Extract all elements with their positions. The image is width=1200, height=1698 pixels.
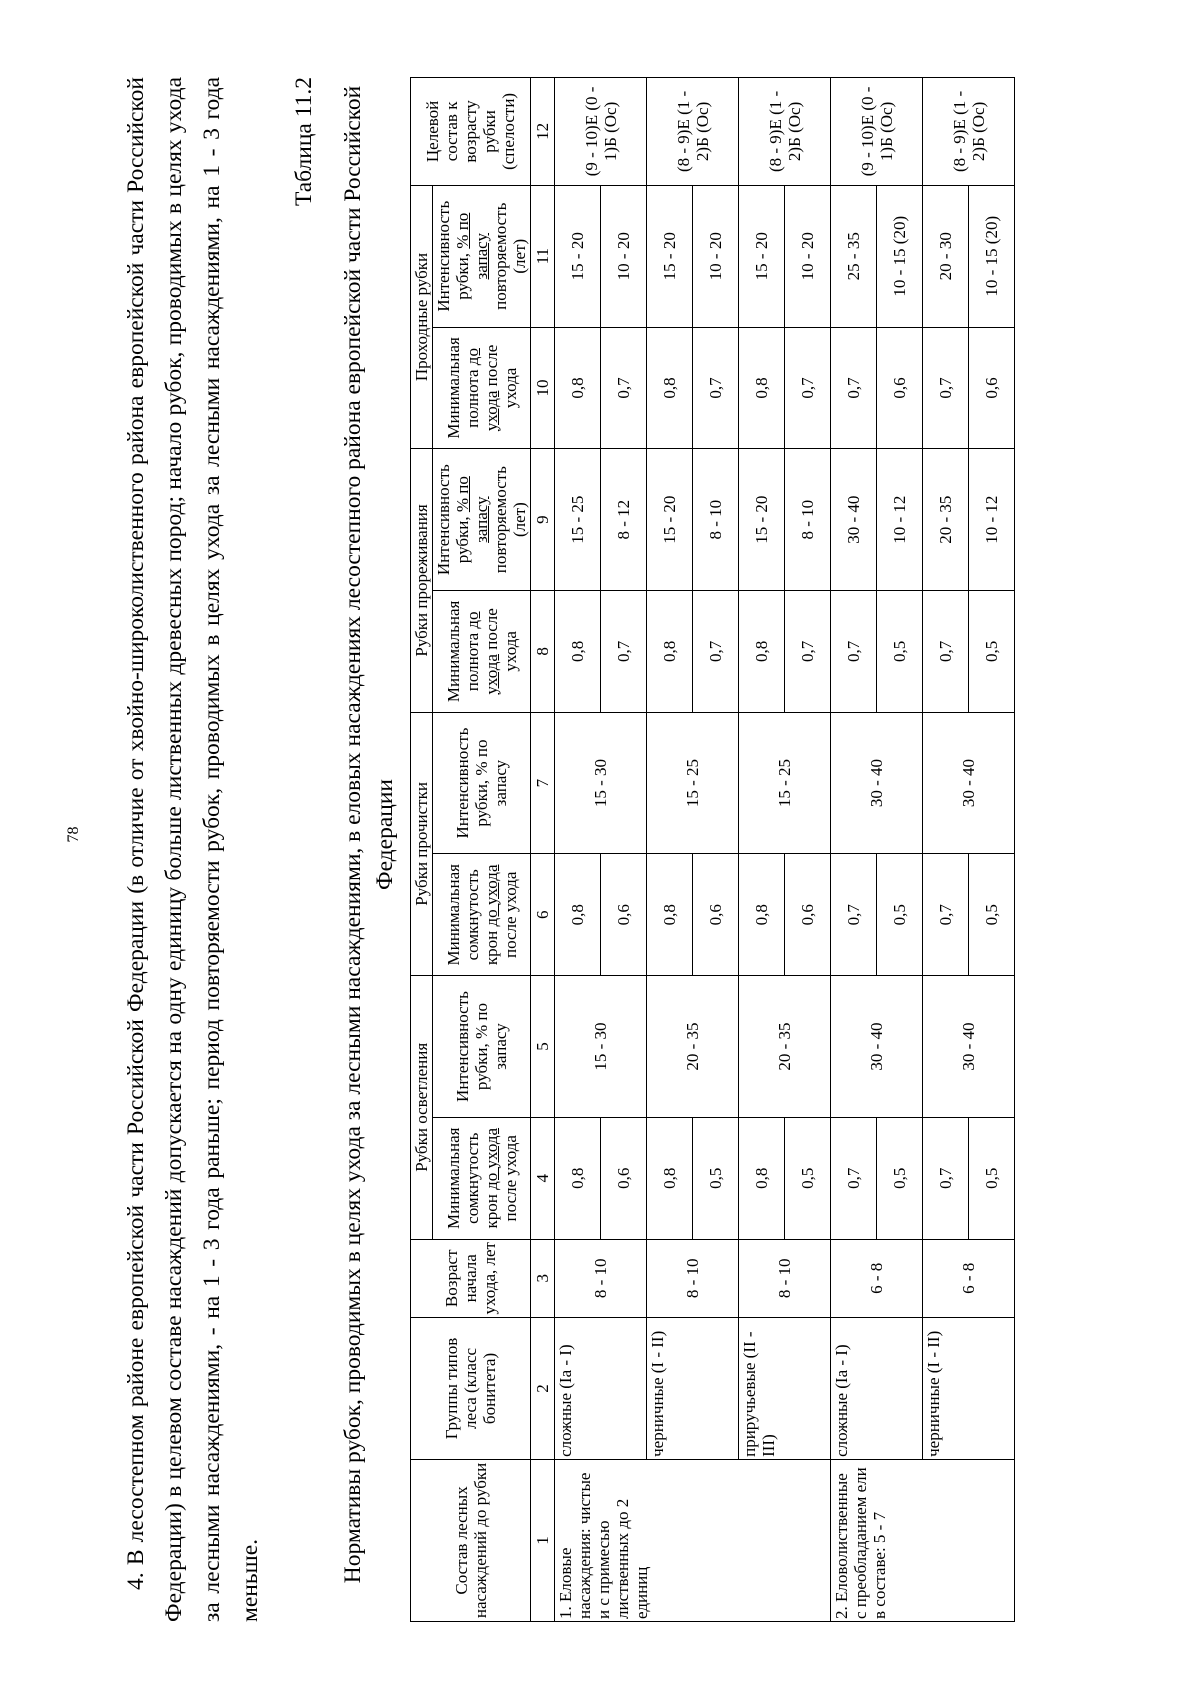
table-row (739, 78, 785, 1622)
prr-min-before: 0,7 (923, 591, 969, 713)
target-cell: (8 - 9)Е (1 - 2)Б (Ос) (647, 78, 739, 186)
sostav-cell: 2. Еловолиственные с преобладанием ели в составе: 5 - 7 (831, 1459, 1015, 1621)
group-cell: сложные (Iа - I) (555, 1318, 647, 1460)
prr-int-zapas: 20 - 35 (923, 449, 969, 591)
prh-int-zapas: 15 - 20 (739, 185, 785, 327)
pro-min-after: 0,6 (785, 854, 831, 976)
prh-min-after: 0,6 (969, 327, 1015, 449)
pro-int-cell: 30 - 40 (923, 712, 1015, 854)
table-row (555, 78, 601, 1622)
page-number: 78 (65, 826, 82, 843)
pro-int-cell: 30 - 40 (831, 712, 923, 854)
age-cell: 6 - 8 (831, 1239, 923, 1318)
pro-int-cell: 15 - 30 (555, 712, 647, 854)
header-gruppy: Группы типов леса (класс бонитета) (411, 1318, 531, 1460)
group-cell: черничные (I - II) (647, 1318, 739, 1460)
prr-min-before: 0,8 (739, 591, 785, 713)
prh-int-povtor: 10 - 15 (20) (877, 185, 923, 327)
table-title: Нормативы рубок, проводимых в целях ухода за лесными насаждениями, в еловых насаждениях лесостепного района европейской части Российской Федерации (340, 85, 398, 1584)
pro-min-after: 0,5 (969, 854, 1015, 976)
osv-int-cell: 15 - 30 (555, 976, 647, 1118)
header-min-somknutost: Минимальная сомкнутость крон до ухода после ухода (433, 854, 531, 976)
osv-min-before: 0,8 (647, 1117, 693, 1239)
header-vozrast: Возраст начала ухода, лет (411, 1239, 531, 1318)
body-paragraph: 4. В лесостепном районе европейской части Российской Федерации (в отличие от хвойно-широколиственного района европейской части Российской Федерации) в целевом составе насаждений допускается на одну единицу больше лиственных древесных пород; начало рубок, проводимых в целях ухода за лесными насаждениями, - на 1 - 3 года раньше; период повторяемости рубок, проводимых в целях ухода за лесными насаждениями, на 1 - 3 года меньше. (123, 77, 263, 1622)
prr-min-before: 0,7 (831, 591, 877, 713)
target-cell: (9 - 10)Е (0 - 1)Б (Ос) (831, 78, 923, 186)
column-number: 7 (531, 712, 555, 854)
pro-min-before: 0,8 (555, 854, 601, 976)
group-cell: сложные (Iа - I) (831, 1318, 923, 1460)
osv-int-cell: 20 - 35 (739, 976, 831, 1118)
osv-min-after: 0,6 (601, 1117, 647, 1239)
prh-int-povtor: 10 - 15 (20) (969, 185, 1015, 327)
prr-min-after: 0,7 (601, 591, 647, 713)
pro-min-after: 0,6 (601, 854, 647, 976)
header-intensivnost-povtor: Интенсивность рубки, % по запасу повторяемость (лет) (433, 449, 531, 591)
column-number: 6 (531, 854, 555, 976)
age-cell: 8 - 10 (739, 1239, 831, 1318)
column-number: 8 (531, 591, 555, 713)
prr-int-povtor: 8 - 12 (601, 449, 647, 591)
column-number: 5 (531, 976, 555, 1118)
osv-min-after: 0,5 (785, 1117, 831, 1239)
osv-min-before: 0,8 (739, 1117, 785, 1239)
column-number: 12 (531, 78, 555, 186)
header-min-polnota: Минимальная полнота до ухода после ухода (433, 591, 531, 713)
prr-int-zapas: 15 - 20 (647, 449, 693, 591)
prh-min-after: 0,7 (785, 327, 831, 449)
header-min-polnota: Минимальная полнота до ухода после ухода (433, 327, 531, 449)
prh-min-before: 0,8 (555, 327, 601, 449)
prh-min-after: 0,6 (877, 327, 923, 449)
prr-int-povtor: 10 - 12 (969, 449, 1015, 591)
header-celevoy: Целевой состав к возрасту рубки (спелости) (411, 78, 531, 186)
pro-min-before: 0,8 (647, 854, 693, 976)
prr-min-after: 0,7 (785, 591, 831, 713)
osv-int-cell: 30 - 40 (923, 976, 1015, 1118)
column-number: 10 (531, 327, 555, 449)
prr-min-after: 0,5 (969, 591, 1015, 713)
header-min-somknutost: Минимальная сомкнутость крон до ухода после ухода (433, 1117, 531, 1239)
target-cell: (9 - 10)Е (0 - 1)Б (Ос) (555, 78, 647, 186)
osv-min-after: 0,5 (969, 1117, 1015, 1239)
column-number: 4 (531, 1117, 555, 1239)
table-number: Таблица 11.2 (291, 77, 317, 207)
header-prochistki: Рубки прочистки (411, 712, 433, 975)
table-row (647, 78, 693, 1622)
header-osvetleniya: Рубки осветления (411, 976, 433, 1239)
table-row (923, 78, 969, 1622)
prh-min-before: 0,7 (923, 327, 969, 449)
pro-int-cell: 15 - 25 (739, 712, 831, 854)
column-number: 9 (531, 449, 555, 591)
prh-int-povtor: 10 - 20 (601, 185, 647, 327)
table-body (555, 78, 1015, 1622)
prh-min-before: 0,8 (647, 327, 693, 449)
pro-min-before: 0,7 (831, 854, 877, 976)
column-number: 2 (531, 1318, 555, 1460)
prr-int-povtor: 8 - 10 (693, 449, 739, 591)
prr-min-after: 0,5 (877, 591, 923, 713)
prr-min-after: 0,7 (693, 591, 739, 713)
osv-int-cell: 30 - 40 (831, 976, 923, 1118)
column-number: 1 (531, 1459, 555, 1621)
prh-min-before: 0,7 (831, 327, 877, 449)
header-row-1 (411, 78, 433, 1622)
prh-int-zapas: 20 - 30 (923, 185, 969, 327)
osv-min-before: 0,8 (555, 1117, 601, 1239)
osv-min-before: 0,7 (831, 1117, 877, 1239)
rotated-content (65, 47, 1095, 1622)
prr-int-zapas: 15 - 20 (739, 449, 785, 591)
prh-int-zapas: 15 - 20 (555, 185, 601, 327)
header-sostav: Состав лесных насаждений до рубки (411, 1459, 531, 1621)
pro-min-before: 0,8 (739, 854, 785, 976)
prr-min-before: 0,8 (647, 591, 693, 713)
target-cell: (8 - 9)Е (1 - 2)Б (Ос) (739, 78, 831, 186)
prr-int-povtor: 8 - 10 (785, 449, 831, 591)
column-number: 3 (531, 1239, 555, 1318)
age-cell: 6 - 8 (923, 1239, 1015, 1318)
prh-int-povtor: 10 - 20 (785, 185, 831, 327)
sostav-cell: 1. Еловые насаждения: чистые и с примесью лиственных до 2 единиц (555, 1459, 831, 1621)
pro-int-cell: 15 - 25 (647, 712, 739, 854)
osv-int-cell: 20 - 35 (647, 976, 739, 1118)
norms-table (410, 77, 1015, 1622)
column-number-row (531, 78, 555, 1622)
header-intensivnost-povtor: Интенсивность рубки, % по запасу повторяемость (лет) (433, 185, 531, 327)
header-intensivnost: Интенсивность рубки, % по запасу (433, 712, 531, 854)
prh-int-povtor: 10 - 20 (693, 185, 739, 327)
prr-int-zapas: 15 - 25 (555, 449, 601, 591)
prh-min-after: 0,7 (601, 327, 647, 449)
table-row (831, 78, 877, 1622)
prr-min-before: 0,8 (555, 591, 601, 713)
prh-min-after: 0,7 (693, 327, 739, 449)
prr-int-povtor: 10 - 12 (877, 449, 923, 591)
osv-min-after: 0,5 (693, 1117, 739, 1239)
pro-min-after: 0,5 (877, 854, 923, 976)
header-prohodnye: Проходные рубки (411, 185, 433, 448)
group-cell: черничные (I - II) (923, 1318, 1015, 1460)
prh-int-zapas: 15 - 20 (647, 185, 693, 327)
prr-int-zapas: 30 - 40 (831, 449, 877, 591)
age-cell: 8 - 10 (555, 1239, 647, 1318)
group-cell: приручьевые (II - III) (739, 1318, 831, 1460)
header-prorezhivaniya: Рубки прореживания (411, 449, 433, 712)
target-cell: (8 - 9)Е (1 - 2)Б (Ос) (923, 78, 1015, 186)
prh-min-before: 0,8 (739, 327, 785, 449)
prh-int-zapas: 25 - 35 (831, 185, 877, 327)
column-number: 11 (531, 185, 555, 327)
osv-min-before: 0,7 (923, 1117, 969, 1239)
osv-min-after: 0,5 (877, 1117, 923, 1239)
pro-min-after: 0,6 (693, 854, 739, 976)
header-intensivnost: Интенсивность рубки, % по запасу (433, 976, 531, 1118)
pro-min-before: 0,7 (923, 854, 969, 976)
age-cell: 8 - 10 (647, 1239, 739, 1318)
